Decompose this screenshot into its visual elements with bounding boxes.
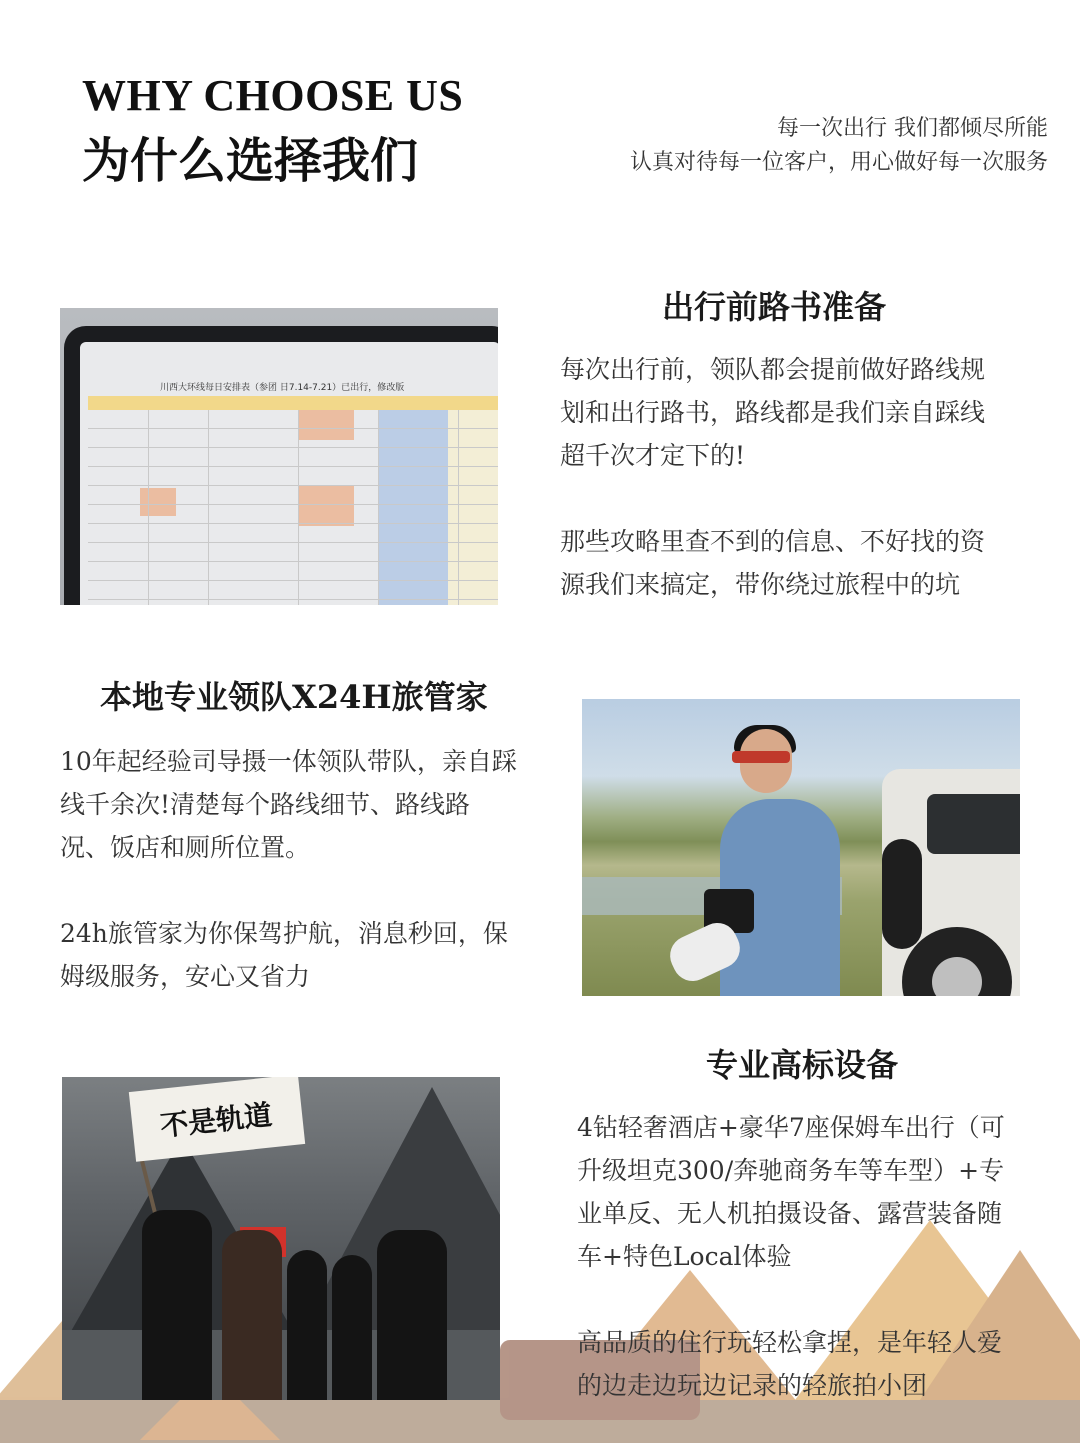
body-line: 超千次才定下的! [560,441,746,470]
body-line: 的边走边玩边记录的轻旅拍小团 [577,1371,928,1400]
body-line: 况、饭店和厕所位置。 [60,833,311,862]
body-line: 10年起经验司导摄一体领队带队，亲自踩 [60,747,517,776]
body-line: 高品质的住行玩轻松拿捏，是年轻人爱 [577,1328,1003,1357]
body-line: 业单反、无人机拍摄设备、露营装备随 [577,1199,1003,1228]
body-line: 车+特色Local体验 [577,1242,792,1271]
section-body-equipment [577,1106,1057,1407]
flag-text: 不是轨道 [158,1098,274,1143]
tagline-line-1: 每一次出行 我们都倾尽所能 [777,116,1048,141]
title-english: WHY CHOOSE US [82,71,464,120]
body-line: 4钻轻奢酒店+豪华7座保姆车出行（可 [577,1113,1005,1142]
section-title-route-prep: 出行前路书准备 [662,288,887,326]
itinerary-sheet-title: 川西大环线每日安排表（参团 日7.14-7.21）已出行，修改版 [160,383,405,393]
section-body-route-prep [560,348,1060,606]
body-line: 姆级服务，安心又省力 [60,962,311,991]
section-body-local-guide [60,740,570,998]
body-line: 升级坦克300/奔驰商务车等车型）+专 [577,1156,1005,1185]
body-line: 线千余次!清楚每个路线细节、路线路 [60,790,471,819]
itinerary-tablet-photo [60,308,498,605]
guide-camera-photo [582,699,1020,996]
body-line: 24h旅管家为你保驾护航，消息秒回，保 [60,919,508,948]
section-title-local-guide: 本地专业领队X24H旅管家 [100,678,488,716]
body-line: 源我们来搞定，带你绕过旅程中的坑 [560,570,961,599]
section-title-equipment: 专业高标设备 [706,1046,899,1084]
title-chinese: 为什么选择我们 [82,133,419,189]
body-line: 划和出行路书，路线都是我们亲自踩线 [560,398,986,427]
tagline [630,112,1048,180]
group-flag-photo [62,1077,500,1400]
tagline-line-2: 认真对待每一位客户，用心做好每一次服务 [629,150,1048,175]
body-line: 那些攻略里查不到的信息、不好找的资 [560,527,986,556]
body-line: 每次出行前，领队都会提前做好路线规 [560,355,986,384]
